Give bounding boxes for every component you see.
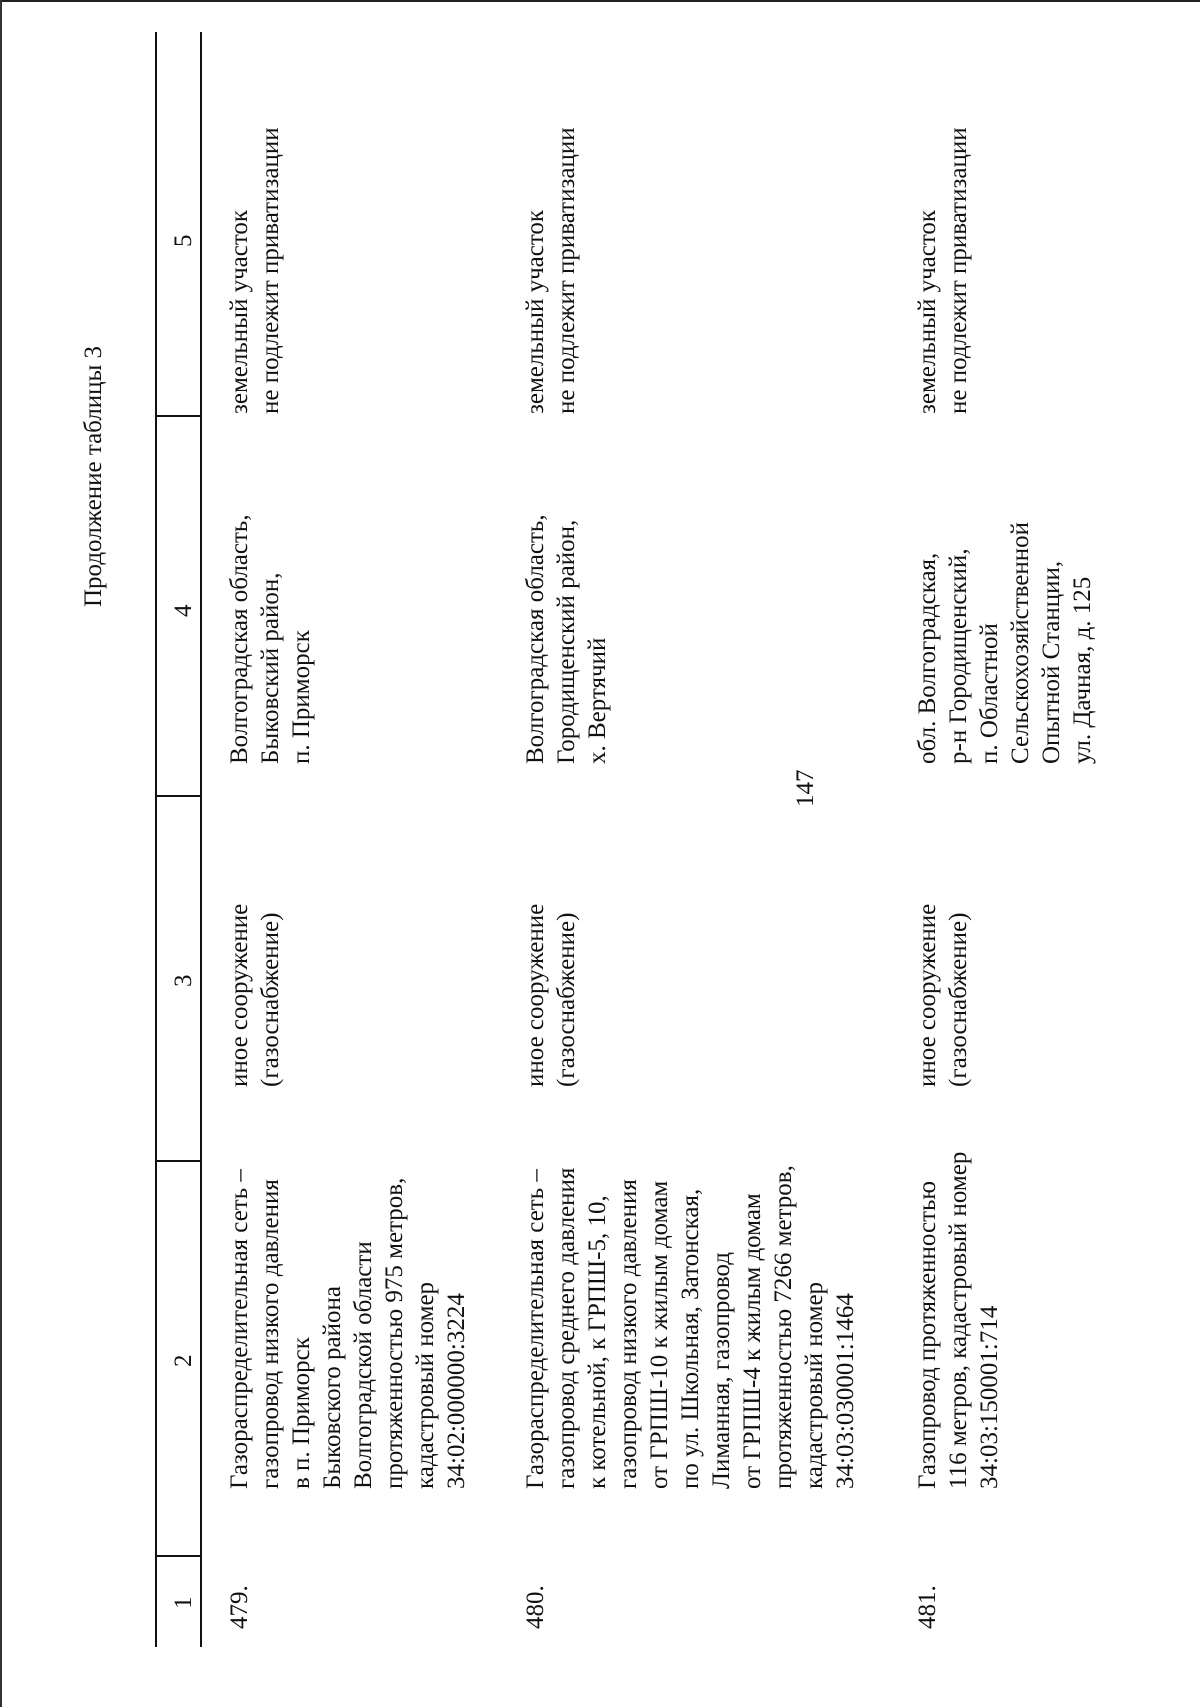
column-number-4: 4 (170, 604, 197, 617)
row-479-type: иное сооружение (газоснабжение) (226, 903, 284, 1087)
table-top-rule (155, 32, 157, 1647)
page-number: 147 (792, 769, 819, 807)
header-divider-4 (155, 416, 200, 418)
column-number-1: 1 (170, 1596, 197, 1609)
row-479-number: 479. (226, 1585, 253, 1629)
row-481-type: иное сооружение (газоснабжение) (914, 903, 972, 1087)
column-number-3: 3 (170, 974, 197, 987)
row-480-type: иное сооружение (газоснабжение) (522, 903, 580, 1087)
table-caption: Продолжение таблицы 3 (80, 345, 107, 607)
header-divider-2 (155, 1161, 200, 1163)
row-481-note: земельный участок не подлежит приватизации (914, 127, 972, 414)
row-481-name: Газопровод протяженностью 116 метров, кадастровый номер 34:03:150001:714 (914, 1151, 1003, 1489)
header-divider-1 (155, 1556, 200, 1558)
column-number-5: 5 (170, 234, 197, 247)
row-480-name: Газораспределительная сеть – газопровод среднего давления к котельной, к ГРПШ-5, 10, газопровод низкого давления от ГРПШ-10 к жилым домам по ул. Школьная, Затонская, Лиманная, газопровод от ГРПШ-4 к жилым домам протяженностью 7266 метров, кадастровый номер 34:03:030001:1464 (522, 1165, 859, 1489)
header-divider-3 (155, 796, 200, 798)
row-481-number: 481. (914, 1585, 941, 1629)
column-number-2: 2 (170, 1354, 197, 1367)
row-479-address: Волгоградская область, Быковский район, п. Приморск (226, 514, 315, 764)
row-481-address: обл. Волгоградская, р-н Городищенский, п. Областной Сельскохозяйственной Опытной Станции, ул. Дачная, д. 125 (914, 521, 1096, 764)
row-479-note: земельный участок не подлежит приватизации (226, 127, 284, 414)
row-479-name: Газораспределительная сеть – газопровод низкого давления в п. Приморск Быковского района Волгоградской области протяженностью 975 метров, кадастровый номер 34:02:000000:3224 (226, 1169, 470, 1489)
row-480-address: Волгоградская область, Городищенский район, х. Вертячий (522, 514, 611, 764)
row-480-note: земельный участок не подлежит приватизации (522, 127, 580, 414)
table-header-bottom-rule (200, 32, 202, 1647)
row-480-number: 480. (522, 1585, 549, 1629)
